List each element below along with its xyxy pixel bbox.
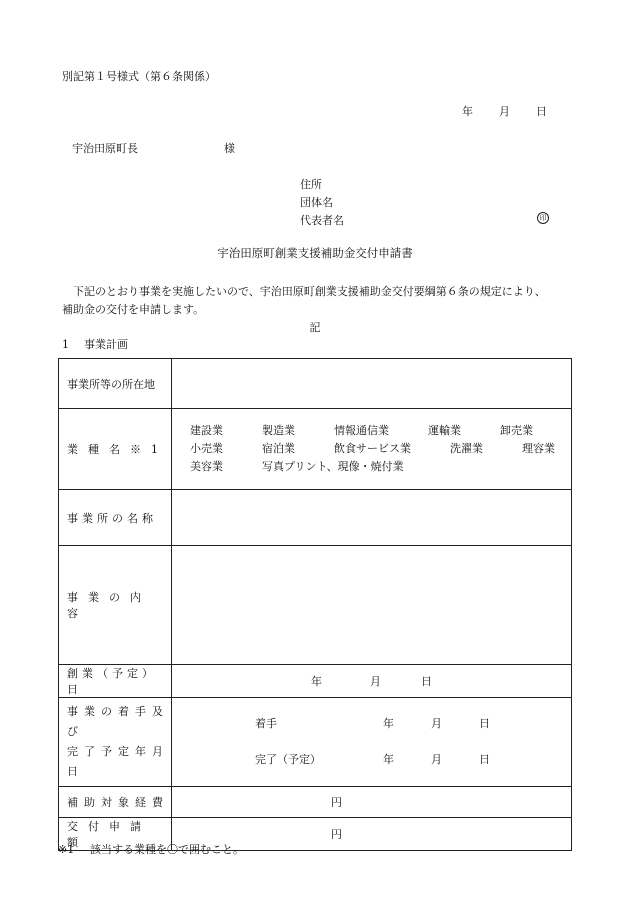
seal-icon: 印 [537, 212, 549, 224]
industry-option[interactable]: 運輸業 [428, 424, 461, 437]
month-label: 月 [499, 105, 510, 118]
intro-line-1: 下記のとおり事業を実施したいので、宇治田原町創業支援補助金交付要綱第６条の規定により、 [73, 285, 546, 298]
industry-option[interactable]: 製造業 [262, 424, 295, 437]
day-label: 日 [421, 675, 432, 688]
month-label: 月 [431, 717, 442, 730]
year-label: 年 [383, 717, 394, 730]
document-title: 宇治田原町創業支援補助金交付申請書 [217, 246, 413, 260]
table-row [59, 409, 572, 490]
yen-unit: 円 [331, 828, 342, 841]
industry-row [190, 440, 571, 458]
period-label-line-2: 完了予定年月日 [67, 745, 169, 778]
year-label: 年 [462, 105, 473, 118]
industry-option[interactable]: 情報通信業 [334, 424, 389, 437]
table-row [59, 359, 572, 409]
request-amount-label: 交付申請額 [59, 818, 172, 851]
ki-heading: 記 [309, 321, 321, 334]
form-id: 別記第１号様式（第６条関係） [62, 70, 216, 83]
industry-option[interactable]: 宿泊業 [262, 442, 295, 455]
addressee-name: 宇治田原町長 [72, 142, 138, 155]
rep-label: 代表者名 [300, 214, 344, 227]
industry-label: 業種名※1 [59, 409, 172, 490]
period-label [59, 698, 172, 787]
section-heading [62, 336, 128, 352]
start-date-row[interactable] [172, 706, 571, 742]
table-row [59, 490, 572, 546]
industry-row [190, 458, 571, 476]
address-label: 住所 [300, 178, 322, 191]
table-row [59, 546, 572, 665]
founding-date-field[interactable] [172, 665, 572, 698]
industry-option[interactable]: 卸売業 [500, 424, 533, 437]
industry-option[interactable]: 洗濯業 [450, 442, 483, 455]
month-label: 月 [431, 753, 442, 766]
eligible-cost-field[interactable] [172, 787, 572, 818]
footnote-text: 該当する業種を〇で囲むこと。 [90, 843, 244, 856]
day-label: 日 [536, 105, 547, 118]
industry-options [172, 409, 572, 490]
day-label: 日 [479, 717, 490, 730]
industry-row [190, 422, 571, 440]
location-field[interactable] [172, 359, 572, 409]
section-title: 事業計画 [84, 338, 128, 351]
period-field [172, 698, 572, 787]
end-label: 完了（予定） [255, 753, 321, 766]
footnote [58, 841, 244, 857]
eligible-cost-label: 補助対象経費 [59, 787, 172, 818]
table-row [59, 665, 572, 698]
industry-option[interactable]: 小売業 [190, 442, 223, 455]
org-label: 団体名 [300, 196, 333, 209]
business-content-label: 事業の内容 [59, 546, 172, 665]
founding-date-label: 創業（予定）日 [59, 665, 172, 698]
applicant-block [300, 176, 344, 230]
year-label: 年 [311, 675, 322, 688]
start-label: 着手 [255, 717, 277, 730]
business-name-label: 事業所の名称 [59, 490, 172, 546]
location-label: 事業所等の所在地 [59, 359, 172, 409]
addressee-honorific: 様 [224, 142, 235, 155]
addressee [72, 140, 235, 156]
industry-option[interactable]: 写真プリント、現像・焼付業 [262, 460, 404, 473]
section-number: 1 [62, 338, 69, 351]
yen-unit: 円 [331, 796, 342, 809]
industry-option[interactable]: 美容業 [190, 460, 223, 473]
table-row [59, 787, 572, 818]
end-date-row[interactable] [172, 742, 571, 778]
footnote-mark: ※1 [58, 843, 75, 856]
year-label: 年 [383, 753, 394, 766]
period-label-line-1: 事業の着手及び [67, 705, 169, 738]
submission-date [462, 103, 547, 119]
month-label: 月 [370, 675, 381, 688]
business-content-field[interactable] [172, 546, 572, 665]
table-row [59, 698, 572, 787]
industry-option[interactable]: 飲食サービス業 [334, 442, 411, 455]
business-name-field[interactable] [172, 490, 572, 546]
day-label: 日 [479, 753, 490, 766]
industry-option[interactable]: 建設業 [190, 424, 223, 437]
plan-table [58, 358, 572, 851]
intro-line-2: 補助金の交付を申請します。 [62, 303, 205, 316]
intro-text [62, 283, 582, 319]
industry-option[interactable]: 理容業 [522, 442, 555, 455]
